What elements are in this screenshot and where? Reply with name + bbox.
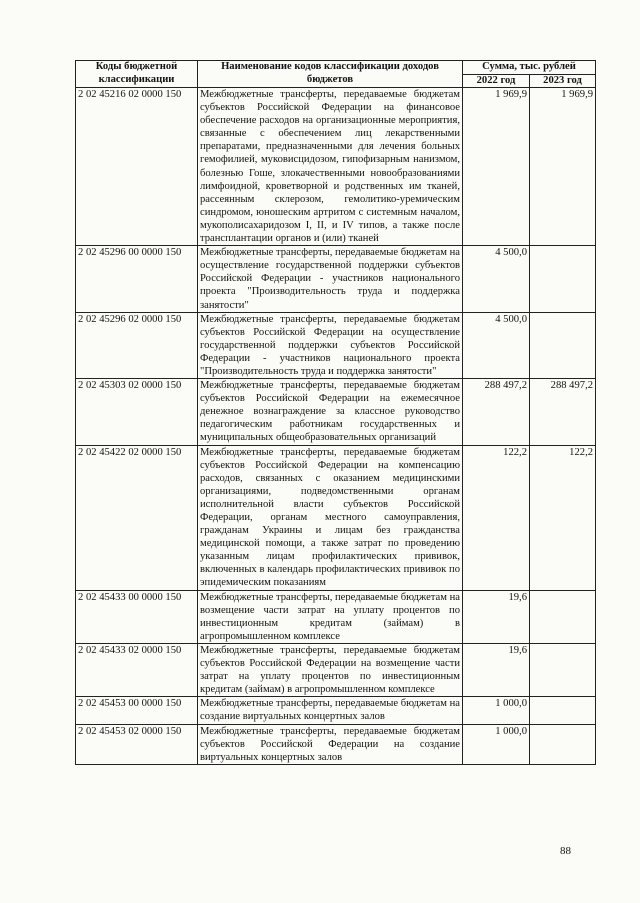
row-code: 2 02 45433 00 0000 150 [76, 590, 198, 643]
row-amount-2023 [530, 246, 596, 312]
table-row [76, 590, 596, 643]
row-amount-2023: 122,2 [530, 445, 596, 590]
header-code: Коды бюджетной классификации [76, 61, 198, 88]
table-row [76, 312, 596, 378]
table-row [76, 724, 596, 764]
header-year-2023: 2023 год [530, 74, 596, 88]
row-amount-2022: 1 000,0 [463, 724, 530, 764]
row-amount-2022: 19,6 [463, 590, 530, 643]
table-row [76, 643, 596, 696]
row-amount-2023: 288 497,2 [530, 379, 596, 445]
row-code: 2 02 45453 00 0000 150 [76, 697, 198, 724]
row-name: Межбюджетные трансферты, передаваемые бюджетам субъектов Российской Федерации на создание виртуальных концертных залов [198, 724, 463, 764]
row-amount-2023: 1 969,9 [530, 88, 596, 246]
row-code: 2 02 45303 02 0000 150 [76, 379, 198, 445]
row-name: Межбюджетные трансферты, передаваемые бюджетам на создание виртуальных концертных залов [198, 697, 463, 724]
row-code: 2 02 45216 02 0000 150 [76, 88, 198, 246]
row-amount-2022: 288 497,2 [463, 379, 530, 445]
row-name: Межбюджетные трансферты, передаваемые бюджетам субъектов Российской Федерации на компенсацию расходов, связанных с оказанием медицинскими организациями, подведомственными органам исполнительной власти субъектов Российской Федерации, органам местного самоуправления, гражданам Украины и лицам без гражданства медицинской помощи, а также затрат по проведению указанным лицам профилактических прививок, включенных в календарь профилактических прививок по эпидемическим показаниям [198, 445, 463, 590]
row-code: 2 02 45433 02 0000 150 [76, 643, 198, 696]
table-row [76, 88, 596, 246]
row-amount-2022: 4 500,0 [463, 312, 530, 378]
header-year-2022: 2022 год [463, 74, 530, 88]
row-name: Межбюджетные трансферты, передаваемые бюджетам субъектов Российской Федерации на финансовое обеспечение расходов на организационные мероприятия, связанные с обеспечением лиц лекарственными препаратами, предназначенными для лечения больных гемофилией, муковисцидозом, гипофизарным нанизмом, болезнью Гоше, злокачественными новообразованиями лимфоидной, кроветворной и родственных им тканей, рассеянным склерозом, гемолитико-уремическим синдромом, юношеским артритом с системным началом, мукополисахаридозом I, II, и IV типов, а также после трансплантации органов и (или) тканей [198, 88, 463, 246]
table-row [76, 379, 596, 445]
header-sum: Сумма, тыс. рублей [463, 61, 596, 75]
row-amount-2022: 1 969,9 [463, 88, 530, 246]
row-name: Межбюджетные трансферты, передаваемые бюджетам субъектов Российской Федерации на осуществление государственной поддержки субъектов Российской Федерации - участников национального проекта "Производительность труда и поддержка занятости" [198, 312, 463, 378]
row-amount-2022: 1 000,0 [463, 697, 530, 724]
row-amount-2023 [530, 643, 596, 696]
row-code: 2 02 45296 02 0000 150 [76, 312, 198, 378]
row-amount-2023 [530, 590, 596, 643]
budget-revenue-table [75, 60, 596, 765]
row-amount-2022: 19,6 [463, 643, 530, 696]
row-amount-2023 [530, 697, 596, 724]
table-row [76, 246, 596, 312]
header-row [76, 61, 596, 75]
row-name: Межбюджетные трансферты, передаваемые бюджетам субъектов Российской Федерации на ежемесячное денежное вознаграждение за классное руководство педагогическим работникам государственных и муниципальных общеобразовательных организаций [198, 379, 463, 445]
document-sheet [75, 60, 595, 765]
row-code: 2 02 45422 02 0000 150 [76, 445, 198, 590]
row-name: Межбюджетные трансферты, передаваемые бюджетам на осуществление государственной поддержки субъектов Российской Федерации - участников национального проекта "Производительность труда и поддержка занятости" [198, 246, 463, 312]
row-amount-2022: 4 500,0 [463, 246, 530, 312]
row-code: 2 02 45453 02 0000 150 [76, 724, 198, 764]
row-amount-2023 [530, 724, 596, 764]
row-name: Межбюджетные трансферты, передаваемые бюджетам субъектов Российской Федерации на возмещение части затрат на уплату процентов по инвестиционным кредитам (займам) в агропромышленном комплексе [198, 643, 463, 696]
header-name: Наименование кодов классификации доходов бюджетов [198, 61, 463, 88]
row-amount-2022: 122,2 [463, 445, 530, 590]
table-row [76, 697, 596, 724]
page-number: 88 [560, 845, 571, 857]
table-row [76, 445, 596, 590]
row-code: 2 02 45296 00 0000 150 [76, 246, 198, 312]
row-name: Межбюджетные трансферты, передаваемые бюджетам на возмещение части затрат на уплату процентов по инвестиционным кредитам (займам) в агропромышленном комплексе [198, 590, 463, 643]
row-amount-2023 [530, 312, 596, 378]
